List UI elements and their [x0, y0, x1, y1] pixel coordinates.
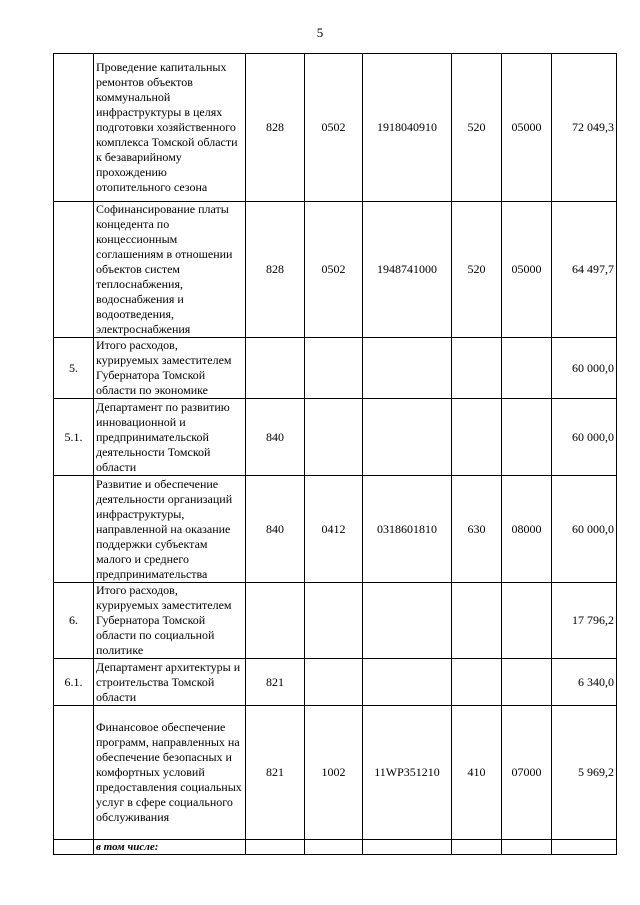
expense-type-code: 520 [452, 54, 502, 202]
ministry-code [246, 338, 305, 399]
section-code [305, 840, 363, 855]
section-code: 0412 [305, 476, 363, 583]
classifier-code [502, 840, 552, 855]
classifier-code: 07000 [502, 706, 552, 840]
target-code [363, 338, 452, 399]
amount [552, 840, 617, 855]
ministry-code: 828 [246, 202, 305, 338]
amount: 5 969,2 [552, 706, 617, 840]
classifier-code: 05000 [502, 202, 552, 338]
target-code [363, 399, 452, 476]
row-description: Итого расходов, курируемых заместителем Губернатора Томской области по социальной политике [94, 583, 246, 659]
table-row [54, 202, 617, 338]
table-row [54, 706, 617, 840]
section-code [305, 659, 363, 706]
including-note: в том числе: [94, 840, 246, 855]
section-code [305, 583, 363, 659]
section-code: 0502 [305, 202, 363, 338]
row-number [54, 202, 94, 338]
table-row [54, 583, 617, 659]
row-number: 5. [54, 338, 94, 399]
row-description: Финансовое обеспечение программ, направленных на обеспечение безопасных и комфортных условий предоставления социальных услуг в сфере социального обслуживания [94, 706, 246, 840]
table-row [54, 54, 617, 202]
table-row [54, 476, 617, 583]
table-row [54, 659, 617, 706]
amount: 72 049,3 [552, 54, 617, 202]
classifier-code: 05000 [502, 54, 552, 202]
expense-type-code [452, 583, 502, 659]
classifier-code [502, 583, 552, 659]
expense-type-code [452, 399, 502, 476]
section-code [305, 338, 363, 399]
table-row [54, 338, 617, 399]
budget-table [53, 53, 617, 855]
classifier-code [502, 659, 552, 706]
section-code: 0502 [305, 54, 363, 202]
expense-type-code: 410 [452, 706, 502, 840]
row-number: 5.1. [54, 399, 94, 476]
amount: 60 000,0 [552, 476, 617, 583]
amount: 60 000,0 [552, 338, 617, 399]
target-code: 1948741000 [363, 202, 452, 338]
target-code [363, 659, 452, 706]
classifier-code [502, 338, 552, 399]
row-description: Итого расходов, курируемых заместителем Губернатора Томской области по экономике [94, 338, 246, 399]
amount: 64 497,7 [552, 202, 617, 338]
target-code: 0318601810 [363, 476, 452, 583]
ministry-code: 840 [246, 399, 305, 476]
amount: 6 340,0 [552, 659, 617, 706]
row-description: Департамент по развитию инновационной и предпринимательской деятельности Томской области [94, 399, 246, 476]
target-code [363, 840, 452, 855]
row-description: Развитие и обеспечение деятельности организаций инфраструктуры, направленной на оказание поддержки субъектам малого и среднего предпринимательства [94, 476, 246, 583]
note-row [54, 840, 617, 855]
target-code: 11WP351210 [363, 706, 452, 840]
row-number: 6. [54, 583, 94, 659]
ministry-code [246, 840, 305, 855]
row-description: Проведение капитальных ремонтов объектов коммунальной инфраструктуры в целях подготовки хозяйственного комплекса Томской области к безаварийному прохождению отопительного сезона [94, 54, 246, 202]
expense-type-code [452, 659, 502, 706]
classifier-code: 08000 [502, 476, 552, 583]
ministry-code [246, 583, 305, 659]
expense-type-code: 520 [452, 202, 502, 338]
row-description: Софинансирование платы концедента по концессионным соглашениям в отношении объектов систем теплоснабжения, водоснабжения и водоотведения, электроснабжения [94, 202, 246, 338]
amount: 60 000,0 [552, 399, 617, 476]
row-description: Департамент архитектуры и строительства Томской области [94, 659, 246, 706]
expense-type-code: 630 [452, 476, 502, 583]
expense-type-code [452, 338, 502, 399]
expense-type-code [452, 840, 502, 855]
table-row [54, 399, 617, 476]
row-number [54, 476, 94, 583]
ministry-code: 821 [246, 706, 305, 840]
ministry-code: 840 [246, 476, 305, 583]
row-number [54, 840, 94, 855]
target-code [363, 583, 452, 659]
ministry-code: 821 [246, 659, 305, 706]
amount: 17 796,2 [552, 583, 617, 659]
row-number [54, 54, 94, 202]
row-number: 6.1. [54, 659, 94, 706]
section-code [305, 399, 363, 476]
ministry-code: 828 [246, 54, 305, 202]
classifier-code [502, 399, 552, 476]
page-number: 5 [316, 25, 324, 40]
section-code: 1002 [305, 706, 363, 840]
row-number [54, 706, 94, 840]
target-code: 1918040910 [363, 54, 452, 202]
